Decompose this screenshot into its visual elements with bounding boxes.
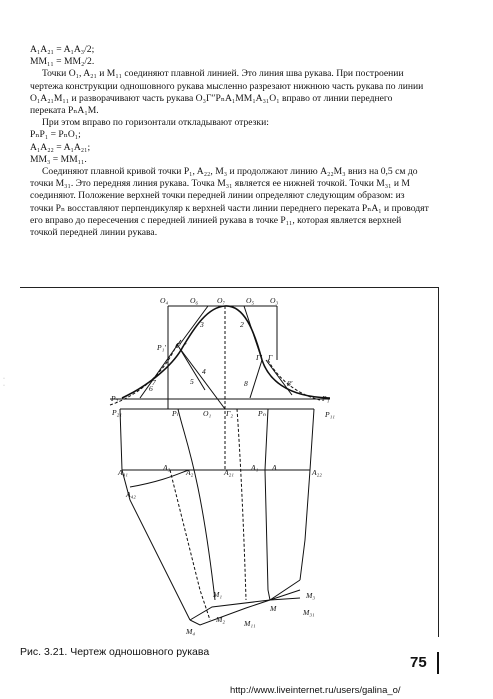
label-o1: O₁ bbox=[203, 409, 212, 418]
label-m4: M₄ bbox=[186, 627, 195, 636]
label-2: 2 bbox=[240, 320, 244, 329]
label-o6: O₆ bbox=[190, 296, 199, 305]
equation-m11: MM₁₁ = MM₂/2. bbox=[30, 56, 95, 68]
label-g-prime: Г′ bbox=[256, 353, 262, 362]
label-p2: P₂ bbox=[111, 394, 119, 403]
label-pl: Pₗ bbox=[172, 409, 178, 418]
label-o4: O₄ bbox=[160, 296, 169, 305]
diagram-labels bbox=[110, 296, 335, 636]
label-m3: M₃ bbox=[306, 591, 315, 600]
label-a3: A₃ bbox=[163, 463, 171, 472]
equation-m-m3: MM₃ = MM₁₁. bbox=[30, 153, 87, 165]
label-p11: P₁₁ bbox=[325, 410, 335, 419]
label-g: Г bbox=[268, 353, 273, 362]
hem-line bbox=[190, 580, 300, 620]
seam-line-o1-m11 bbox=[237, 409, 246, 600]
label-a22: A₂₂ bbox=[312, 468, 322, 477]
page-number-bar bbox=[437, 652, 439, 674]
margin-mark: · bbox=[3, 383, 5, 389]
diagonal-8p bbox=[266, 360, 292, 395]
label-p1-prime: P₁′ bbox=[157, 343, 166, 352]
label-5: 5 bbox=[190, 377, 194, 386]
paragraph-segments-intro: При этом вправо по горизонтали откладывают отрезки: bbox=[42, 117, 269, 129]
label-p1-double-prime: P₁″ bbox=[176, 341, 187, 350]
label-m11: M₁₁ bbox=[244, 619, 256, 628]
head-construction-right bbox=[268, 360, 320, 400]
back-seam bbox=[120, 409, 190, 620]
label-o5: O₅ bbox=[246, 296, 255, 305]
undersleeve-top bbox=[130, 470, 190, 487]
diagonal-8 bbox=[250, 360, 262, 398]
label-o3: O₃ bbox=[270, 296, 279, 305]
label-6: 6 bbox=[149, 384, 153, 393]
back-roll-line bbox=[178, 409, 215, 600]
label-a: A bbox=[272, 463, 277, 472]
label-m2: M₂ bbox=[216, 615, 225, 624]
undersleeve-fold bbox=[170, 470, 210, 620]
label-4: 4 bbox=[202, 367, 206, 376]
page-number: 75 bbox=[410, 654, 427, 671]
label-8-prime: 8′ bbox=[287, 379, 293, 388]
label-g2: Г₂ bbox=[226, 409, 233, 418]
head-chord-3 bbox=[180, 306, 208, 344]
front-roll-line bbox=[265, 409, 270, 600]
label-p21: P₂₁ bbox=[112, 408, 122, 417]
label-a41: A₄₁ bbox=[118, 468, 128, 477]
equation-a1-a22: A₁A₂₂ = A₁A₂₁; bbox=[30, 141, 91, 153]
label-pn: Pₙ bbox=[258, 409, 266, 418]
source-url: http://www.liveinternet.ru/users/galina_o/ bbox=[230, 685, 401, 696]
equation-a21: A₁A₂₁ = A₁A₃/2; bbox=[30, 44, 95, 55]
label-m1: M₁ bbox=[213, 590, 222, 599]
label-o7: O₇ bbox=[217, 296, 226, 305]
label-3: 3 bbox=[200, 320, 204, 329]
front-seam bbox=[300, 409, 314, 580]
label-a1: A₁ bbox=[251, 463, 259, 472]
margin-mark: · bbox=[3, 376, 5, 382]
paragraph-seam-line: Точки O₁, A₂₁ и M₁₁ соединяют плавной линией. Это линия шва рукава. При построении чертежа конструкции одношовного рукава мысленно разрезают нижнюю часть рукава по линии O₁A₂₁M₁₁ и разворачивают часть рукава O₃Г″PₙA₁MM₁A₃₁O₁ вправо от линии переднего переката PₙA₁M. bbox=[30, 68, 424, 117]
diagonal-4 bbox=[181, 350, 225, 409]
paragraph-front-line: Соединяют плавной кривой точки P₁, A₂₂, M₃ и продолжают линию A₂₂M₃ вниз на 0,5 см до точки M₃₁. Это передняя линия рукава. Точка M₃₁ является ее нижней точкой. Точки M₃₁ и M соединяют. Положение верхней точки передней линии определяют следующим образом: из точки Pₙ восставляют перпендикуляр к верхней части линии переднего переката PₙA₁ и проводят его вправо до пересечения с передней линией рукава в точке P₁₁, которая является верхней точкой передней линии рукава. bbox=[30, 166, 429, 239]
label-8: 8 bbox=[244, 379, 248, 388]
label-a2: A₂ bbox=[186, 468, 194, 477]
label-a21: A₂₁ bbox=[224, 468, 234, 477]
label-m31: M₃₁ bbox=[303, 608, 315, 617]
label-7: 7 bbox=[152, 378, 156, 387]
head-construction-left bbox=[110, 344, 177, 405]
label-m: M bbox=[270, 604, 277, 613]
figure-caption: Рис. 3.21. Чертеж одношовного рукава bbox=[20, 646, 210, 658]
equation-pn-p1: PₙP₁ = PₙO₁; bbox=[30, 129, 81, 141]
label-a42: A₄₂ bbox=[126, 490, 136, 499]
label-p1: P₁ bbox=[322, 394, 330, 403]
head-chord-2 bbox=[244, 306, 262, 360]
